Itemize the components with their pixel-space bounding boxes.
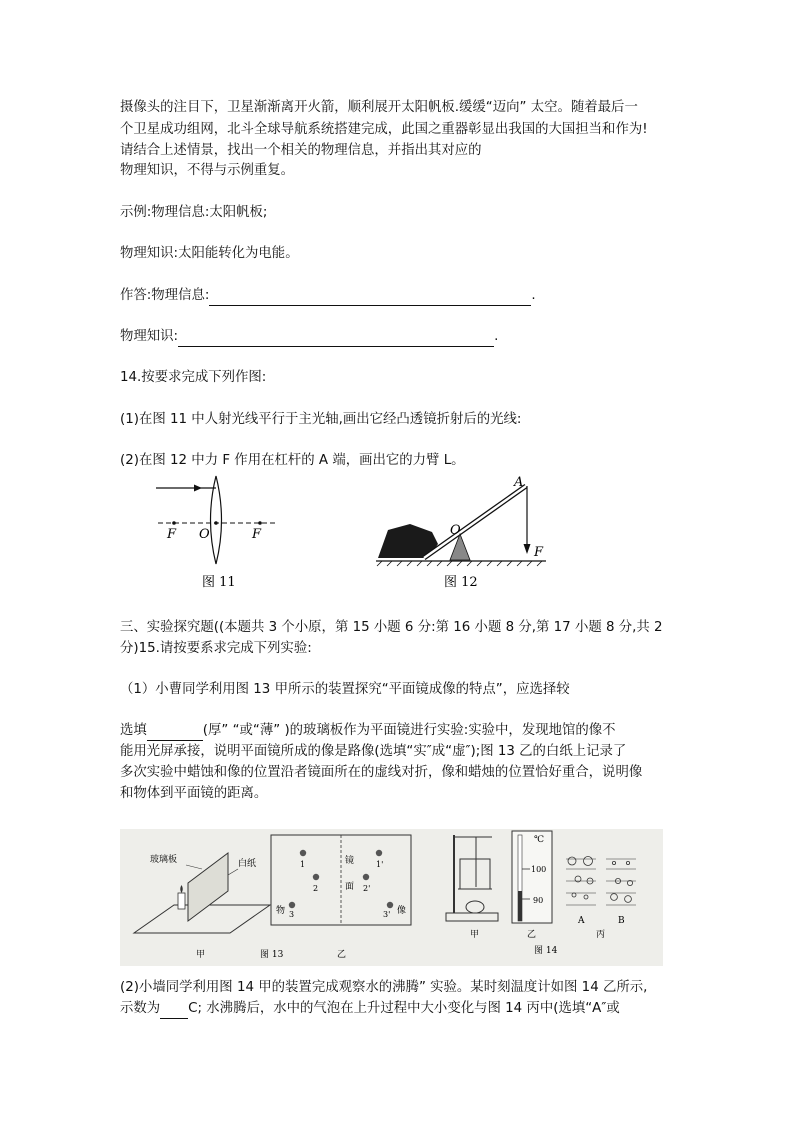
figure-12	[374, 474, 554, 592]
image-label-2: 2'	[363, 884, 371, 893]
label-white-paper: 白纸	[238, 859, 257, 869]
q15-2-line-2	[120, 999, 620, 1019]
fig13-caption: 图 13	[260, 950, 284, 960]
example-knowledge: 物理知识:太阳能转化为电能。	[120, 246, 299, 261]
figure-11	[150, 474, 290, 592]
label-f-force: F	[534, 545, 544, 560]
q15-2-blank[interactable]	[160, 1003, 188, 1019]
section3-line-1: 三、实验探究题((本题共 3 个小原，第 15 小题 6 分:第 16 小题 8 分,第 17 小题 8 分,共 2	[120, 620, 663, 635]
label-o-lever: O	[450, 523, 461, 538]
q14-part2: (2)在图 12 中力 F 作用在杠杆的 A 端，画出它的力臂 L。	[120, 453, 465, 468]
answer-knowledge-label: 物理知识:	[120, 329, 179, 344]
tick-100: 100	[531, 865, 547, 874]
intro-line-4: 物理知识，不得与示例重复。	[120, 163, 295, 178]
label-face: 面	[345, 882, 355, 892]
q15-1-line-2	[120, 721, 616, 741]
object-point-2	[313, 874, 319, 880]
convex-lens	[211, 476, 222, 564]
label-fig13-yi: 乙	[337, 950, 347, 960]
glass-plate	[188, 853, 228, 921]
lever-bar-inner	[424, 486, 526, 558]
focal-point-left	[172, 521, 176, 525]
label-degree-unit: ℃	[534, 835, 545, 845]
mercury-column	[518, 891, 522, 921]
fig13-jia	[134, 853, 270, 960]
figures-13-14-photo	[120, 829, 663, 966]
label-fig13-jia: 甲	[196, 950, 206, 960]
image-point-3	[387, 902, 393, 908]
label-object: 物	[276, 906, 286, 916]
label-image: 像	[397, 906, 407, 916]
intro-line-2: 个卫星成功组网，北斗全球导航系统搭建完成，此国之重器彰显出我国的大国担当和作为!	[120, 122, 648, 137]
alcohol-lamp	[466, 901, 484, 913]
answer-info-end: .	[531, 288, 536, 303]
beaker	[460, 859, 490, 889]
q15-2-rest: C; 水沸腾后，水中的气泡在上升过程中大小变化与图 14 丙中(选填“A″或	[188, 1001, 620, 1016]
intro-line-3: 请结合上述情景，找出一个相关的物理信息，并指出其对应的	[120, 143, 482, 158]
fig13-yi	[271, 835, 411, 960]
object-point-3	[289, 902, 295, 908]
fig14-caption: 图 14	[534, 946, 558, 956]
intro-line-1: 摄像头的注目下，卫星渐渐离开火箭，顺利展开太阳帆板.缓缓“迈向” 太空。随着最后一	[120, 100, 638, 115]
q14-part1: (1)在图 11 中人射光线平行于主光轴,画出它经凸透镜折射后的光线:	[120, 412, 522, 427]
image-point-2	[363, 874, 369, 880]
bubble-beaker-b	[606, 859, 636, 905]
q14-title: 14.按要求完成下列作图:	[120, 370, 267, 385]
tick-90: 90	[533, 896, 544, 905]
ground-hatching	[377, 561, 542, 566]
q15-1-line-4: 多次实验中蜡蚀和像的位置沿者镜面所在的虚线对折，像和蜡烛的位置恰好重合，说明像	[120, 765, 643, 780]
answer-info-blank[interactable]	[209, 290, 531, 306]
object-point-1	[300, 850, 306, 856]
q15-1-rest: (厚” “或“薄” )的玻璃板作为平面镜进行实验:实验中，发现地馆的像不	[202, 723, 616, 738]
focal-point-right	[258, 521, 262, 525]
optical-center	[214, 521, 218, 525]
q15-1-blank[interactable]	[147, 725, 203, 741]
label-o: O	[199, 527, 210, 542]
example-info: 示例:物理信息:太阳帆板;	[120, 205, 268, 220]
object-label-2: 2	[313, 884, 319, 893]
label-fig14-jia: 甲	[470, 930, 480, 940]
label-fig14-bing: 丙	[596, 930, 606, 940]
label-bubble-a: A	[578, 916, 585, 926]
image-label-3: 3'	[383, 910, 391, 919]
fig14-yi	[512, 831, 552, 940]
label-f-left: F	[167, 527, 177, 542]
fig12-caption: 图 12	[444, 575, 478, 590]
answer-knowledge-line	[120, 327, 498, 347]
image-label-1: 1'	[376, 860, 384, 869]
label-fig14-yi: 乙	[527, 930, 537, 940]
object-label-1: 1	[300, 860, 306, 869]
q15-1-line-1: （1）小曹同学利用图 13 甲所示的装置探究“平面镜成像的特点”，应选择较	[120, 682, 570, 697]
candle	[178, 893, 185, 909]
answer-knowledge-blank[interactable]	[178, 331, 494, 347]
force-f-arrow	[524, 486, 531, 554]
incident-ray	[156, 485, 216, 492]
label-f-right: F	[252, 527, 262, 542]
bubble-beaker-a	[566, 857, 596, 906]
image-point-1	[376, 850, 382, 856]
q15-1-line-3: 能用光屏承接，说明平面镜所成的像是路像(选填“实″成“虚″);图 13 乙的白纸上记录了	[120, 744, 627, 759]
candle-flame	[180, 885, 183, 893]
q15-1-line-5: 和物体到平面镜的距离。	[120, 786, 268, 801]
section3-line-2: 分)15.请按要系求完成下列实验:	[120, 641, 312, 656]
label-bubble-b: B	[618, 916, 625, 926]
answer-info-line	[120, 286, 536, 306]
answer-knowledge-end: .	[494, 329, 499, 344]
label-mirror: 镜	[345, 856, 355, 866]
q15-2-label: 示数为	[120, 1001, 161, 1016]
q15-1-label: 选填	[120, 723, 147, 738]
fig14-jia	[446, 835, 498, 940]
object-label-3: 3	[289, 910, 295, 919]
label-a: A	[514, 475, 524, 490]
fig11-caption: 图 11	[202, 575, 236, 590]
q15-2-line-1: (2)小墙同学利用图 14 甲的装置完成观察水的沸腾” 实验。某时刻温度计如图 14 乙所示,	[120, 980, 648, 995]
fig14-bing	[566, 857, 636, 941]
label-glass-plate: 玻璃板	[150, 855, 178, 865]
answer-info-label: 作答:物理信息:	[120, 288, 210, 303]
